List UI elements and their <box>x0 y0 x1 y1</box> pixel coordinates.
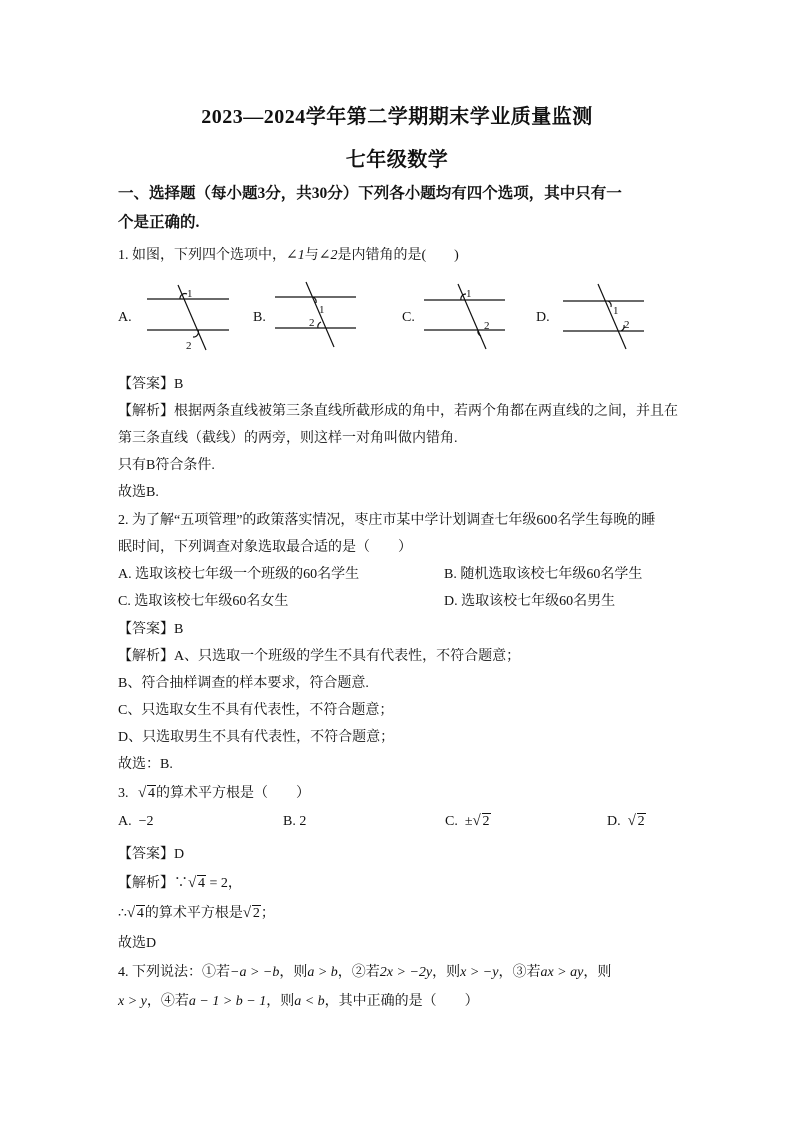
q2-analysis-line2: B、符合抽样调查的样本要求，符合题意. <box>118 676 369 691</box>
page-title: 2023—2024学年第二学期期末学业质量监测 <box>201 106 593 128</box>
q3-stem-rest: 的算术平方根是（ ） <box>156 786 310 801</box>
q3-option-d: D. √ 2 <box>607 814 646 830</box>
q3-analysis-line1: 【解析】∵√ 4 = 2， <box>118 872 242 892</box>
fig-a-label-1: 1 <box>187 288 193 300</box>
figure-b-diagram <box>275 282 356 347</box>
section-heading-line1: 一、选择题（每小题3分，共30分）下列各小题均有四个选项，其中只有一 <box>118 185 622 202</box>
fig-c-label-1: 1 <box>466 288 472 300</box>
fig-d-label-1: 1 <box>613 305 619 317</box>
q3-conclusion: 故选D <box>118 936 157 951</box>
question-4-stem-line1: 4. 下列说法：①若−a > −b，则a > b，②若2x > −2y，则x > −y，③若ax > ay，则 <box>118 965 612 980</box>
q2-option-a: A. 选取该校七年级一个班级的60名学生 <box>118 567 360 582</box>
q3-option-c: C. ±√ 2 <box>445 814 491 830</box>
figure-c-diagram <box>424 284 505 349</box>
q1-option-a-label: A. <box>118 310 132 325</box>
q2-analysis-line1: 【解析】A、只选取一个班级的学生不具有代表性，不符合题意； <box>118 649 521 664</box>
fig-d-label-2: 2 <box>624 319 630 331</box>
sqrt-4-expression: √ 4 <box>138 786 156 802</box>
q2-answer: 【答案】B <box>118 622 184 637</box>
q2-conclusion: 故选：B. <box>118 757 173 772</box>
page-subtitle: 七年级数学 <box>345 149 449 171</box>
q2-option-d: D. 选取该校七年级60名男生 <box>444 594 616 609</box>
q2-analysis-line4: D、只选取男生不具有代表性，不符合题意； <box>118 730 395 745</box>
q1-stem-c: 是内错角的是( ) <box>337 248 459 263</box>
q1-analysis-line3: 只有B符合条件. <box>118 458 215 473</box>
q3-number: 3. <box>118 786 129 801</box>
figure-d-diagram <box>563 284 644 349</box>
q3-answer: 【答案】D <box>118 847 185 862</box>
fig-a-label-2: 2 <box>186 340 192 352</box>
q1-figures <box>0 0 794 370</box>
q1-analysis-line1: 【解析】根据两条直线被第三条直线所截形成的角中，若两个角都在两直线的之间，并且在 <box>118 404 678 419</box>
q1-option-c-label: C. <box>402 310 415 325</box>
q1-option-b-label: B. <box>253 310 266 325</box>
q2-option-c: C. 选取该校七年级60名女生 <box>118 594 289 609</box>
q1-option-d-label: D. <box>536 310 550 325</box>
q1-stem-a: 1. 如图，下列四个选项中， <box>118 248 286 263</box>
angle-2: ∠2 <box>318 248 338 263</box>
question-2-stem-line2: 眠时间，下列调查对象选取最合适的是（ ） <box>118 540 412 555</box>
fig-b-label-2: 2 <box>309 317 315 329</box>
q1-conclusion: 故选B. <box>118 485 159 500</box>
question-2-stem-line1: 2. 为了解“五项管理”的政策落实情况，枣庄市某中学计划调查七年级600名学生每晚的睡 <box>118 513 656 528</box>
q3-option-b: B. 2 <box>283 814 307 829</box>
q3-option-a: A. −2 <box>118 814 154 829</box>
q1-analysis-line2: 第三条直线（截线）的两旁，则这样一对角叫做内错角. <box>118 431 458 446</box>
fig-c-label-2: 2 <box>484 320 490 332</box>
question-4-stem-line2: x > y，④若a − 1 > b − 1，则a < b，其中正确的是（ ） <box>118 994 479 1009</box>
q1-answer: 【答案】B <box>118 377 184 392</box>
q3-analysis-line2: ∴√ 4的算术平方根是√ 2； <box>118 902 275 922</box>
q1-stem-b: 与 <box>304 248 319 263</box>
question-3-stem <box>118 782 310 802</box>
angle-1: ∠1 <box>286 248 305 263</box>
q2-option-b: B. 随机选取该校七年级60名学生 <box>444 567 643 582</box>
section-heading-line2: 个是正确的. <box>118 214 200 231</box>
q2-analysis-line3: C、只选取女生不具有代表性，不符合题意； <box>118 703 394 718</box>
fig-b-label-1: 1 <box>319 304 325 316</box>
